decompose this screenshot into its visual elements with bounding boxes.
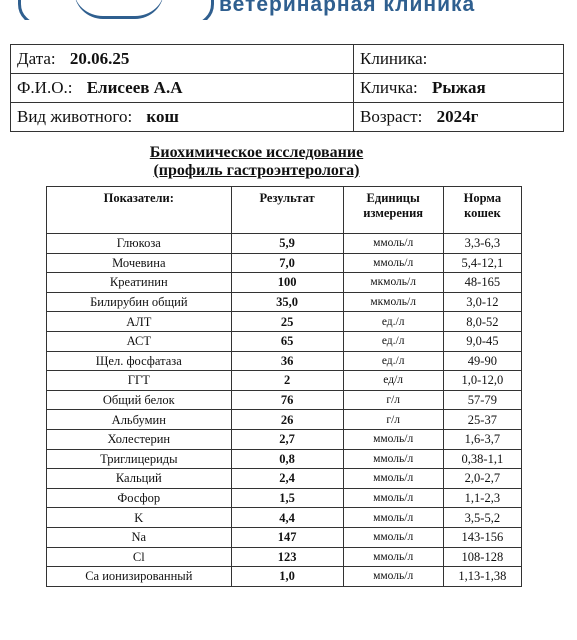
table-row bbox=[47, 234, 522, 254]
report-subtitle: (профиль гастроэнтеролога) bbox=[153, 162, 360, 179]
row-result: 65 bbox=[231, 331, 343, 351]
row-name: Na bbox=[47, 527, 232, 547]
header-norm: Норма кошек bbox=[443, 187, 521, 234]
row-result: 76 bbox=[231, 390, 343, 410]
header-banner bbox=[14, 0, 564, 20]
row-unit: г/л bbox=[343, 390, 443, 410]
table-row bbox=[47, 449, 522, 469]
patient-info-table bbox=[10, 44, 564, 132]
row-unit: ммоль/л bbox=[343, 469, 443, 489]
info-row bbox=[11, 103, 564, 132]
row-norm: 1,0-12,0 bbox=[443, 371, 521, 391]
row-result: 35,0 bbox=[231, 292, 343, 312]
table-row bbox=[47, 567, 522, 587]
row-unit: мкмоль/л bbox=[343, 292, 443, 312]
row-norm: 3,0-12 bbox=[443, 292, 521, 312]
row-result: 100 bbox=[231, 273, 343, 293]
row-unit: мкмоль/л bbox=[343, 273, 443, 293]
row-unit: ммоль/л bbox=[343, 547, 443, 567]
row-unit: г/л bbox=[343, 410, 443, 430]
species-value: кош bbox=[146, 107, 179, 126]
row-name: Щел. фосфатаза bbox=[47, 351, 232, 371]
row-norm: 57-79 bbox=[443, 390, 521, 410]
row-result: 7,0 bbox=[231, 253, 343, 273]
row-result: 2 bbox=[231, 371, 343, 391]
row-norm: 1,1-2,3 bbox=[443, 488, 521, 508]
row-unit: ед./л bbox=[343, 351, 443, 371]
row-name: Мочевина bbox=[47, 253, 232, 273]
info-row bbox=[11, 74, 564, 103]
row-norm: 9,0-45 bbox=[443, 331, 521, 351]
row-norm: 108-128 bbox=[443, 547, 521, 567]
row-result: 26 bbox=[231, 410, 343, 430]
table-row bbox=[47, 292, 522, 312]
row-name: АЛТ bbox=[47, 312, 232, 332]
row-norm: 0,38-1,1 bbox=[443, 449, 521, 469]
row-norm: 49-90 bbox=[443, 351, 521, 371]
results-table bbox=[46, 186, 522, 587]
row-norm: 143-156 bbox=[443, 527, 521, 547]
info-row bbox=[11, 45, 564, 74]
row-name: Общий белок bbox=[47, 390, 232, 410]
row-result: 5,9 bbox=[231, 234, 343, 254]
row-norm: 3,5-5,2 bbox=[443, 508, 521, 528]
table-row bbox=[47, 429, 522, 449]
date-value: 20.06.25 bbox=[69, 49, 130, 68]
row-unit: ед/л bbox=[343, 371, 443, 391]
row-norm: 1,6-3,7 bbox=[443, 429, 521, 449]
row-result: 25 bbox=[231, 312, 343, 332]
row-name: Фосфор bbox=[47, 488, 232, 508]
row-result: 123 bbox=[231, 547, 343, 567]
row-name: Кальций bbox=[47, 469, 232, 489]
row-norm: 25-37 bbox=[443, 410, 521, 430]
species-label: Вид животного: bbox=[17, 107, 133, 126]
table-row bbox=[47, 331, 522, 351]
row-name: ГГТ bbox=[47, 371, 232, 391]
results-body bbox=[47, 234, 522, 587]
clinic-name: ветеринарная клиника bbox=[219, 0, 476, 16]
row-unit: ммоль/л bbox=[343, 567, 443, 587]
row-result: 2,4 bbox=[231, 469, 343, 489]
table-row bbox=[47, 390, 522, 410]
table-row bbox=[47, 527, 522, 547]
row-norm: 48-165 bbox=[443, 273, 521, 293]
fio-cell bbox=[11, 74, 354, 103]
age-cell bbox=[354, 103, 564, 132]
date-label: Дата: bbox=[17, 49, 56, 68]
header-units: Единицы измерения bbox=[343, 187, 443, 234]
row-name: Креатинин bbox=[47, 273, 232, 293]
row-name: Ca ионизированный bbox=[47, 567, 232, 587]
age-label: Возраст: bbox=[360, 107, 423, 126]
row-name: Билирубин общий bbox=[47, 292, 232, 312]
row-name: АСТ bbox=[47, 331, 232, 351]
row-name: Глюкоза bbox=[47, 234, 232, 254]
row-result: 36 bbox=[231, 351, 343, 371]
table-row bbox=[47, 508, 522, 528]
table-row bbox=[47, 547, 522, 567]
row-norm: 1,13-1,38 bbox=[443, 567, 521, 587]
clinic-label: Клиника: bbox=[360, 49, 428, 68]
row-name: Cl bbox=[47, 547, 232, 567]
nickname-label: Кличка: bbox=[360, 78, 418, 97]
nickname-value: Рыжая bbox=[432, 78, 486, 97]
row-unit: ммоль/л bbox=[343, 429, 443, 449]
row-unit: ед./л bbox=[343, 331, 443, 351]
row-unit: ммоль/л bbox=[343, 234, 443, 254]
row-name: Альбумин bbox=[47, 410, 232, 430]
row-result: 147 bbox=[231, 527, 343, 547]
row-norm: 3,3-6,3 bbox=[443, 234, 521, 254]
table-row bbox=[47, 351, 522, 371]
header-name: Показатели: bbox=[47, 187, 232, 234]
row-norm: 8,0-52 bbox=[443, 312, 521, 332]
report-title: Биохимическое исследование bbox=[149, 144, 364, 161]
table-row bbox=[47, 273, 522, 293]
fio-label: Ф.И.О.: bbox=[17, 78, 73, 97]
row-unit: ммоль/л bbox=[343, 253, 443, 273]
row-result: 1,0 bbox=[231, 567, 343, 587]
fio-value: Елисеев А.А bbox=[86, 78, 183, 97]
table-row bbox=[47, 410, 522, 430]
table-row bbox=[47, 312, 522, 332]
row-unit: ммоль/л bbox=[343, 449, 443, 469]
date-cell bbox=[11, 45, 354, 74]
species-cell bbox=[11, 103, 354, 132]
row-unit: ммоль/л bbox=[343, 527, 443, 547]
results-header-row bbox=[47, 187, 522, 234]
row-unit: ммоль/л bbox=[343, 508, 443, 528]
row-result: 4,4 bbox=[231, 508, 343, 528]
row-norm: 2,0-2,7 bbox=[443, 469, 521, 489]
table-row bbox=[47, 469, 522, 489]
row-name: Холестерин bbox=[47, 429, 232, 449]
row-name: K bbox=[47, 508, 232, 528]
row-norm: 5,4-12,1 bbox=[443, 253, 521, 273]
row-unit: ммоль/л bbox=[343, 488, 443, 508]
header-result: Результат bbox=[231, 187, 343, 234]
nickname-cell bbox=[354, 74, 564, 103]
row-result: 0,8 bbox=[231, 449, 343, 469]
row-result: 2,7 bbox=[231, 429, 343, 449]
table-row bbox=[47, 488, 522, 508]
row-name: Триглицериды bbox=[47, 449, 232, 469]
row-result: 1,5 bbox=[231, 488, 343, 508]
row-unit: ед./л bbox=[343, 312, 443, 332]
table-row bbox=[47, 371, 522, 391]
table-row bbox=[47, 253, 522, 273]
age-value: 2024г bbox=[436, 107, 479, 126]
clinic-cell bbox=[354, 45, 564, 74]
